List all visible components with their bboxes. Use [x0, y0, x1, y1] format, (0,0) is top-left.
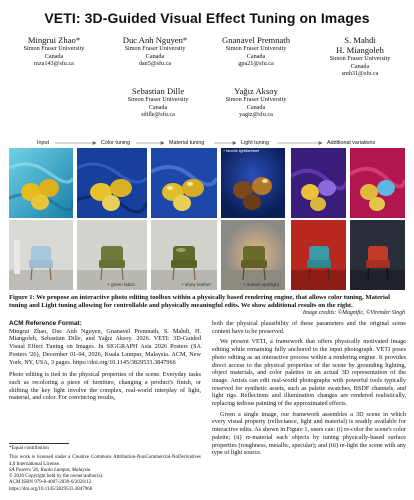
right-column: [212, 320, 406, 460]
author-email[interactable]: gpa21@sfu.ca: [238, 60, 274, 68]
author-email[interactable]: mza143@sfu.ca: [34, 60, 74, 68]
light-overlay-note: + favorite lightflaresset: [223, 149, 260, 153]
right-paragraph-2: We present VETI, a framework that offers physically motivated image editing while remaining fully anchored to the input photograph. VETI poses photo editing as an interactive process within a rendering engine. It provides direct access to the physical properties of the scene by grounding lighting, object materials, and color palettes in an actual 3D representation of the image. Artists can edit real-world photographs with powerful tools typically reserved for synthetic assets, such as palette swatches, BSDF channels, and light rigs. Reflections and illumination changes are rendered realistically, replacing tedious painting of the approximated effects.: [212, 338, 406, 408]
chair-material-tuned: [151, 220, 217, 290]
stage-label-light: Light tuning: [241, 140, 269, 146]
author-affiliation: Simon Fraser University: [124, 45, 186, 52]
paper-title: VETI: 3D-Guided Visual Effect Tuning on Images: [44, 10, 370, 26]
caption-text: Figure 1: We propose an interactive photo editing toolbox within a physically based rendering engine, that allows color tuning, Material tuning and Light tuning allowing for controllable and physically meaningful edits. We show additional results on the right.: [9, 294, 390, 309]
license-text: This work is licensed under a Creative Commons Attribution-NonCommercial-NoDerivatives 4.0 International License.: [9, 455, 201, 467]
footnote-equal-contribution: *Equal contribution: [9, 446, 49, 451]
stage-label-material: Material tuning: [169, 140, 205, 146]
image-credits: Image credits: ©Magnific, ©Virender Singh: [302, 310, 405, 316]
chair-input: [9, 220, 73, 290]
chair-row: [9, 220, 405, 290]
author-email[interactable]: dan5@sfu.ca: [138, 60, 172, 68]
stage-label-color: Color tuning: [101, 140, 131, 146]
chair-variation-dark: [350, 220, 405, 290]
author-country: Canada: [145, 52, 165, 60]
author-country: Canada: [350, 62, 370, 70]
author-email[interactable]: smh31@sfu.ca: [341, 70, 379, 78]
author-name: Yağız Aksoy: [234, 86, 278, 96]
author-affiliation: Simon Fraser University: [225, 96, 287, 103]
teaser-figure: [9, 140, 405, 290]
author-country: Canada: [246, 103, 266, 111]
right-paragraph-1: both the physical plausibility of these parameters and the original scene content have to be preserved.: [212, 320, 406, 335]
left-column: [9, 320, 201, 405]
venue-text: SA Posters '26, Kuala Lumpur, Malaysia: [9, 467, 91, 473]
isbn-text: ACM ISBN 979-8-4007-2039-6/2026/12: [9, 480, 92, 486]
edit-label-material: + shiny leather: [181, 282, 212, 287]
author-name: Duc Anh Nguyen*: [122, 35, 188, 45]
doi-link[interactable]: https://doi.org/10.1145/3829533.3847966: [9, 486, 93, 492]
chair-color-tuned: [77, 220, 147, 290]
fruit-variation-magenta: [350, 148, 405, 218]
author-country: Canada: [246, 52, 266, 60]
fruit-row: [9, 148, 405, 218]
author-block: [107, 35, 203, 68]
author-name: Mingrui Zhao*: [27, 35, 81, 45]
acm-reference-body: Mingrui Zhao, Duc Anh Nguyen, Gnanavel Premnath, S. Mahdi, H. Miangoleh, Sebastian Dille, and Yağız Aksoy. 2026. VETI: 3D-Guided Visual Effect Tuning on Images. In SIGGRAPH Asia 2026 Posters (SA Posters '26), December 01-04, 2026, Kuala Lumpur, Malaysia. ACM, New York, NY, USA, 3 pages. https://doi.org/10.1145/3829533.3847966: [9, 327, 201, 366]
author-block: [208, 86, 304, 119]
author-block: [110, 86, 206, 119]
fruit-variation-purple: [291, 148, 346, 218]
fruit-color-tuned: [77, 148, 147, 218]
figure-caption: [9, 294, 405, 310]
author-block: [310, 35, 410, 78]
intro-paragraph: Photo editing is tied to the physical properties of the scene. Everyday tasks such as recoloring a piece of furniture, changing a product's finish, or shifting the key light involve the complex, real-world interplay of light, material, and color. For convincing results,: [9, 371, 201, 402]
author-affiliation: Simon Fraser University: [23, 45, 85, 52]
author-affiliation: Simon Fraser University: [329, 55, 391, 62]
stage-label-variations: Additional variations: [327, 140, 376, 146]
author-name: Gnanavel Premnath: [221, 35, 290, 45]
chair-variation-red: [291, 220, 346, 290]
right-paragraph-3: Given a single image, our framework assembles a 3D scene in which every visual property (reflectance, light and material) is readily available for interactive edits. As shown in Figure 1, users can: (i) re-color the scene's color palette; (ii) re-material each objects by tuning physically-based surface properties (roughness, metallic, specular); and (iii) re-light the scene with any type of light source.: [212, 410, 406, 457]
stage-label-input: Input: [37, 140, 49, 146]
fruit-material-tuned: [151, 148, 217, 218]
edit-label-light: + sunset spotlight: [243, 282, 279, 287]
author-name-line2: H. Miangoleh: [336, 45, 384, 55]
author-affiliation: Simon Fraser University: [225, 45, 287, 52]
chair-light-tuned: [221, 220, 285, 290]
author-country: Canada: [148, 103, 168, 111]
edit-label-color: + green fabric: [107, 282, 136, 287]
author-name: S. Mahdi: [344, 35, 376, 45]
author-email[interactable]: yagiz@sfu.ca: [239, 111, 273, 119]
fruit-light-tuned: [221, 148, 285, 218]
footnote-block: [9, 446, 201, 493]
acm-reference-heading: ACM Reference Format:: [9, 320, 82, 327]
copyright-text: © 2026 Copyright held by the owner/author(s).: [9, 474, 104, 480]
author-email[interactable]: sdille@sfu.ca: [141, 111, 175, 119]
author-affiliation: Simon Fraser University: [127, 96, 189, 103]
author-name: Sebastian Dille: [131, 86, 185, 96]
author-country: Canada: [44, 52, 64, 60]
author-block: [6, 35, 102, 68]
author-block: [208, 35, 304, 68]
fruit-input: [9, 148, 73, 218]
footnote-rule: [9, 443, 69, 444]
